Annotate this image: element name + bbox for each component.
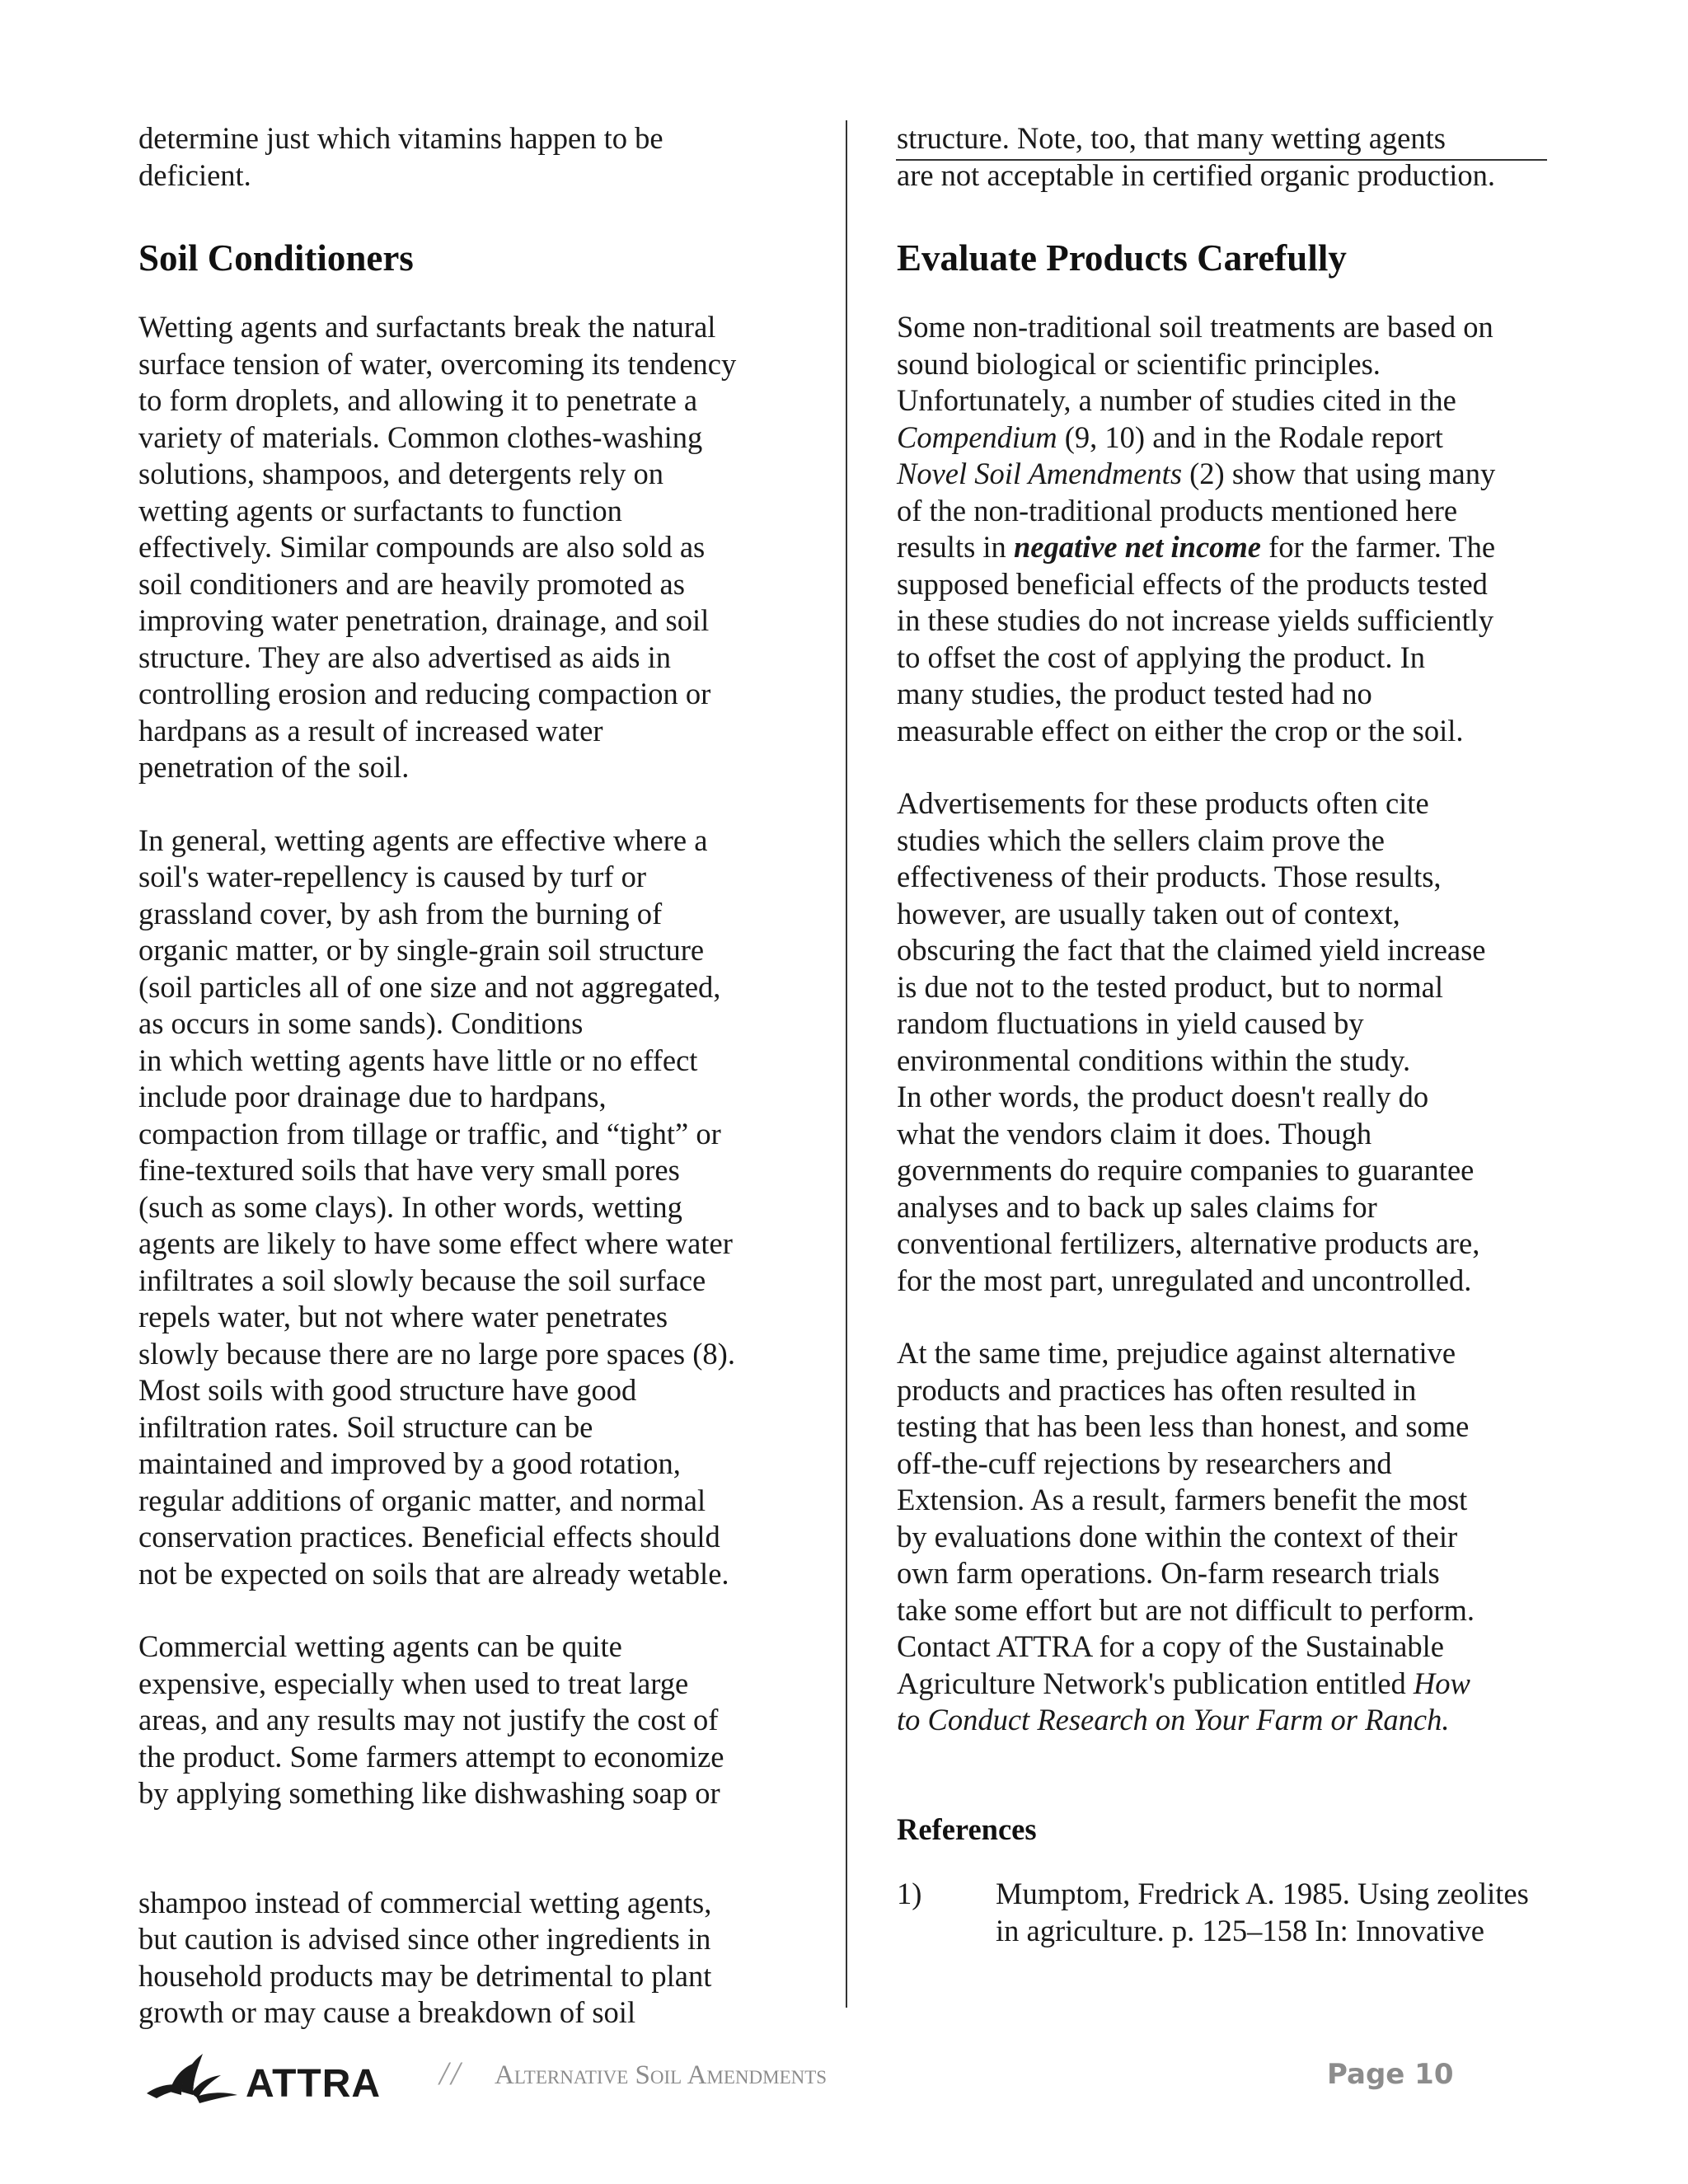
text-line: deficient. bbox=[138, 157, 251, 192]
text-line: Mumptom, Fredrick A. 1985. Using zeolites bbox=[996, 1877, 1529, 1910]
text-line: own farm operations. On-farm research trials bbox=[897, 1556, 1440, 1590]
text-line: regular additions of organic matter, and normal bbox=[138, 1483, 706, 1517]
text-fragment: for the farmer. The bbox=[1261, 530, 1496, 564]
text-line: by applying something like dishwashing soap or bbox=[138, 1776, 720, 1810]
text-line: effectively. Similar compounds are also sold as bbox=[138, 530, 706, 564]
text-line: in these studies do not increase yields sufficiently bbox=[897, 603, 1494, 637]
text-line: products and practices has often resulted in bbox=[897, 1372, 1417, 1407]
text-line: not be expected on soils that are already wetable. bbox=[138, 1556, 729, 1591]
paragraph-advertisements bbox=[897, 785, 1556, 1299]
text-line: soil conditioners and are heavily promoted as bbox=[138, 566, 685, 601]
text-line: organic matter, or by single-grain soil structure bbox=[138, 933, 705, 967]
text-line: obscuring the fact that the claimed yield increase bbox=[897, 933, 1486, 967]
paragraph-prejudice bbox=[897, 1335, 1556, 1739]
paragraph-in-general bbox=[138, 823, 798, 1593]
heading-evaluate-products: Evaluate Products Carefully bbox=[897, 237, 1347, 279]
column-divider bbox=[846, 120, 847, 2008]
text-line: determine just which vitamins happen to be bbox=[138, 121, 663, 155]
text-line: improving water penetration, drainage, and soil bbox=[138, 603, 710, 637]
text-line: controlling erosion and reducing compaction or bbox=[138, 677, 711, 710]
text-fragment: Agriculture Network's publication entitled bbox=[897, 1666, 1414, 1700]
text-line: grassland cover, by ash from the burning of bbox=[138, 896, 663, 930]
heading-soil-conditioners: Soil Conditioners bbox=[138, 237, 414, 279]
text-line: compaction from tillage or traffic, and “tight” or bbox=[138, 1116, 721, 1151]
text-line: conventional fertilizers, alternative products are, bbox=[897, 1226, 1480, 1260]
page-number: Page 10 bbox=[1327, 2058, 1454, 2091]
text-line: shampoo instead of commercial wetting agents, bbox=[138, 1885, 712, 1919]
reference-number: 1) bbox=[897, 1877, 922, 1910]
text-line bbox=[897, 1666, 1556, 1703]
text-line: household products may be detrimental to plant bbox=[138, 1958, 712, 1993]
text-line bbox=[897, 456, 1556, 493]
text-line bbox=[897, 529, 1556, 566]
text-fragment: (2) show that using many bbox=[1182, 457, 1496, 490]
right-intro-paragraph bbox=[897, 120, 1556, 194]
text-line: At the same time, prejudice against alternative bbox=[897, 1336, 1456, 1370]
text-line: infiltrates a soil slowly because the soil surface bbox=[138, 1263, 706, 1297]
text-line: Some non-traditional soil treatments are based on bbox=[897, 310, 1493, 344]
text-line: but caution is advised since other ingredients in bbox=[138, 1922, 711, 1956]
text-line: Most soils with good structure have good bbox=[138, 1373, 637, 1407]
text-line: wetting agents or surfactants to function bbox=[138, 493, 622, 527]
text-line: random fluctuations in yield caused by bbox=[897, 1006, 1364, 1040]
text-line: growth or may cause a breakdown of soil bbox=[138, 1995, 636, 2029]
citation-compendium: Compendium bbox=[897, 419, 1057, 454]
text-line: Advertisements for these products often cite bbox=[897, 786, 1429, 820]
text-line: measurable effect on either the crop or the soil. bbox=[897, 713, 1464, 748]
text-line: structure. They are also advertised as aids in bbox=[138, 640, 671, 674]
footer-separator: // bbox=[439, 2055, 463, 2092]
paragraph-commercial-wetting-agents bbox=[138, 1629, 798, 1812]
text-line: infiltration rates. Soil structure can be bbox=[138, 1409, 593, 1444]
text-line: Contact ATTRA for a copy of the Sustainable bbox=[897, 1629, 1444, 1663]
text-line: by evaluations done within the context of their bbox=[897, 1519, 1458, 1554]
text-line: Unfortunately, a number of studies cited in the bbox=[897, 383, 1456, 417]
attra-logo-graphic bbox=[145, 2050, 425, 2108]
text-line: Extension. As a result, farmers benefit the most bbox=[897, 1483, 1468, 1516]
text-line: supposed beneficial effects of the products tested bbox=[897, 566, 1488, 601]
text-line: agents are likely to have some effect where water bbox=[138, 1226, 733, 1260]
text-line: studies which the sellers claim prove the bbox=[897, 823, 1385, 857]
text-line: areas, and any results may not justify the cost of bbox=[138, 1703, 719, 1736]
left-intro-paragraph bbox=[138, 120, 798, 194]
text-line: In general, wetting agents are effective where a bbox=[138, 823, 708, 857]
text-line: many studies, the product tested had no bbox=[897, 677, 1372, 710]
citation-novel-soil-amendments: Novel Soil Amendments bbox=[897, 457, 1183, 490]
paragraph-wetting-agents bbox=[138, 309, 798, 786]
text-line: fine-textured soils that have very small pores bbox=[138, 1153, 680, 1187]
paragraph-shampoo-continued bbox=[138, 1885, 798, 2032]
text-line: analyses and to back up sales claims for bbox=[897, 1189, 1377, 1224]
text-line: off-the-cuff rejections by researchers and bbox=[897, 1446, 1392, 1480]
text-line: expensive, especially when used to treat large bbox=[138, 1666, 689, 1700]
publication-title-start: How bbox=[1413, 1666, 1470, 1700]
reference-item bbox=[897, 1876, 1556, 1949]
attra-logo bbox=[145, 2050, 425, 2108]
left-column bbox=[138, 120, 798, 2032]
text-line: however, are usually taken out of context, bbox=[897, 896, 1400, 930]
text-line bbox=[897, 419, 1556, 457]
text-line: slowly because there are no large pore spaces (8). bbox=[138, 1336, 735, 1371]
text-line: surface tension of water, overcoming its tendency bbox=[138, 346, 737, 381]
text-line: (such as some clays). In other words, wetting bbox=[138, 1189, 682, 1224]
text-fragment: results in bbox=[897, 530, 1014, 564]
paragraph-non-traditional-treatments bbox=[897, 309, 1556, 749]
text-fragment: (9, 10) and in the Rodale report bbox=[1057, 419, 1443, 454]
text-line: In other words, the product doesn't really do bbox=[897, 1080, 1429, 1113]
text-line: soil's water-repellency is caused by turf or bbox=[138, 860, 646, 893]
text-line: as occurs in some sands). Conditions bbox=[138, 1006, 584, 1040]
text-line: include poor drainage due to hardpans, bbox=[138, 1080, 607, 1113]
text-line: Wetting agents and surfactants break the natural bbox=[138, 310, 716, 344]
text-line: sound biological or scientific principles. bbox=[897, 346, 1381, 381]
text-line: for the most part, unregulated and uncontrolled. bbox=[897, 1263, 1472, 1297]
text-line: is due not to the tested product, but to normal bbox=[897, 969, 1443, 1004]
text-line: effectiveness of their products. Those results, bbox=[897, 860, 1442, 893]
text-line: Commercial wetting agents can be quite bbox=[138, 1629, 622, 1663]
text-line: of the non-traditional products mentioned here bbox=[897, 493, 1458, 527]
text-line: (soil particles all of one size and not aggregated, bbox=[138, 969, 721, 1004]
text-line bbox=[897, 1702, 1556, 1739]
text-line: conservation practices. Beneficial effects should bbox=[138, 1520, 720, 1554]
text-line: structure. Note, too, that many wetting agents bbox=[897, 121, 1446, 155]
text-line: variety of materials. Common clothes-washing bbox=[138, 419, 703, 454]
footer-document-title: Alternative Soil Amendments bbox=[495, 2060, 828, 2090]
text-line: repels water, but not where water penetrates bbox=[138, 1300, 668, 1333]
text-line: maintained and improved by a good rotation, bbox=[138, 1446, 681, 1480]
text-line: what the vendors claim it does. Though bbox=[897, 1116, 1372, 1151]
right-column bbox=[897, 120, 1556, 1949]
text-line: testing that has been less than honest, and some bbox=[897, 1409, 1470, 1443]
text-line: hardpans as a result of increased water bbox=[138, 713, 603, 748]
publication-title-end: to Conduct Research on Your Farm or Ranch. bbox=[897, 1703, 1450, 1736]
reference-text bbox=[996, 1876, 1556, 1949]
text-line: to offset the cost of applying the product. In bbox=[897, 640, 1425, 674]
text-line: the product. Some farmers attempt to economize bbox=[138, 1739, 724, 1774]
emphasis-negative-net-income: negative net income bbox=[1013, 530, 1261, 564]
text-line: governments do require companies to guarantee bbox=[897, 1153, 1475, 1187]
text-line: penetration of the soil. bbox=[138, 750, 410, 784]
text-line: are not acceptable in certified organic production. bbox=[897, 157, 1495, 192]
text-line: in agriculture. p. 125–158 In: Innovative bbox=[996, 1913, 1484, 1947]
heading-references: References bbox=[897, 1811, 1037, 1846]
text-line: solutions, shampoos, and detergents rely on bbox=[138, 457, 663, 490]
logo-text: ATTRA bbox=[246, 2062, 382, 2106]
text-line: to form droplets, and allowing it to penetrate a bbox=[138, 383, 698, 417]
text-line: environmental conditions within the study. bbox=[897, 1043, 1411, 1077]
text-line: in which wetting agents have little or no effect bbox=[138, 1043, 698, 1077]
text-line: take some effort but are not difficult to perform. bbox=[897, 1592, 1475, 1627]
